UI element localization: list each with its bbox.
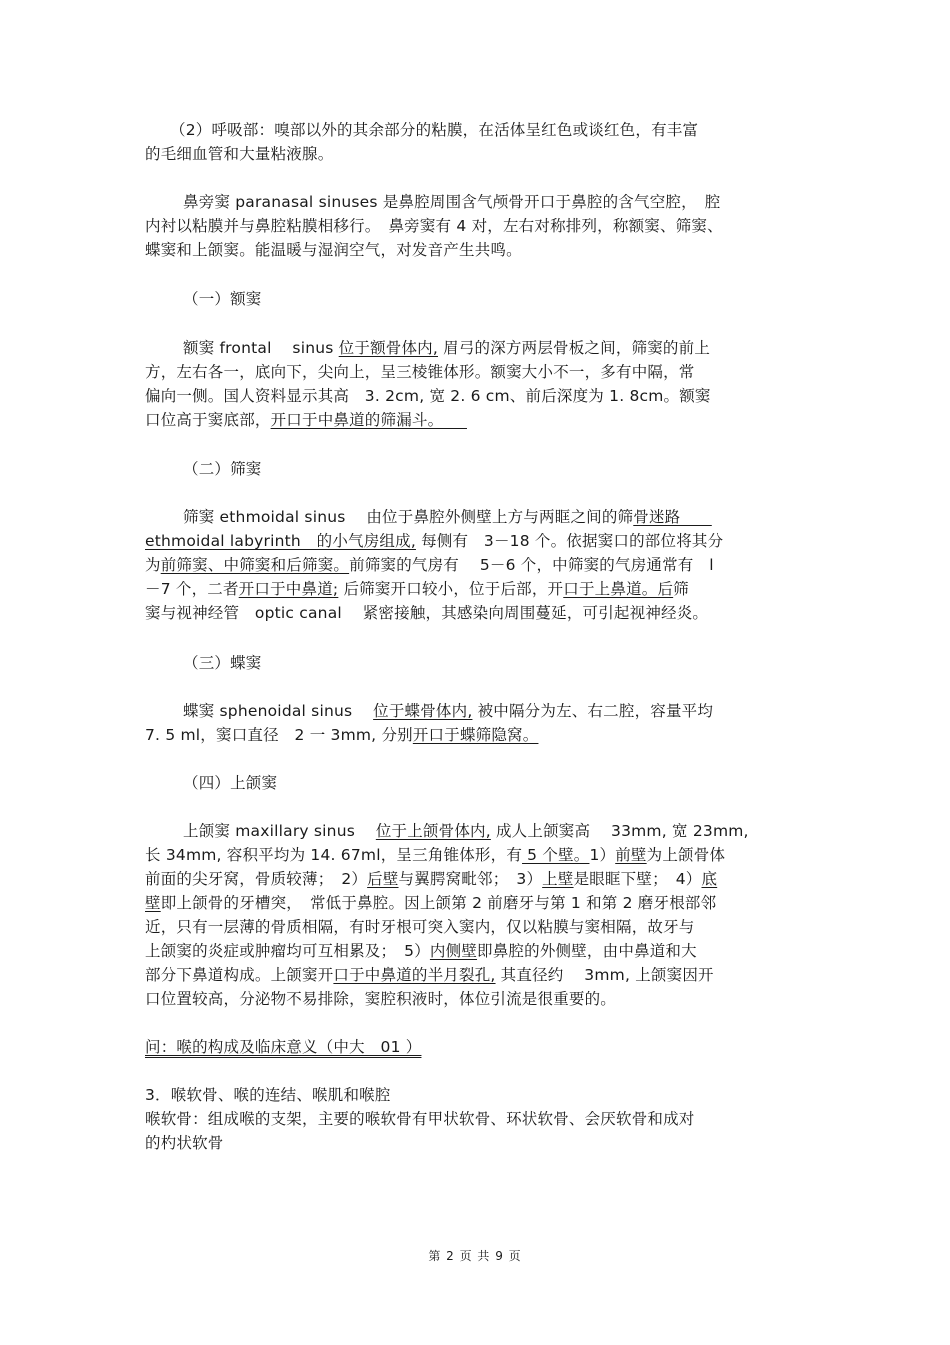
underlined-text: 内侧壁 [429,942,478,960]
page-footer: 第 2 页 共 9 页 [428,1249,522,1263]
text: 鼻旁窦 paranasal sinuses 是鼻腔周围含气颅骨开口于鼻腔的含气空腔， 腔 [183,193,721,211]
underlined-text: 上壁 [542,870,574,888]
text: 上颌窦 maxillary sinus [183,822,376,840]
text: 每侧有 3－18 个。依据窦口的部位将其分 [415,532,724,550]
text: 口位高于窦底部， [145,411,271,429]
text: 筛 [673,580,689,598]
text: 额窦 frontal sinus [183,339,339,357]
paragraph-line [183,699,713,723]
paragraph-line [145,601,708,625]
text: （二）筛窦 [183,460,262,478]
paragraph-line [145,1131,224,1155]
paragraph-line [145,723,538,747]
underlined-text: 前壁 [615,846,647,864]
paragraph-line [183,505,712,529]
text: 为 [145,556,161,574]
underlined-text: 问：喉的构成及临床意义（中大 01 ） [145,1038,422,1056]
text: 被中隔分为左、右二腔，容量平均 [472,702,714,720]
text: 口位置较高，分泌物不易排除，窦腔积液时，体位引流是很重要的。 [145,990,617,1008]
text: 的毛细血管和大量粘液腺。 [145,145,334,163]
paragraph-line [183,336,710,360]
underlined-text: 5 个壁。 [522,846,590,864]
section-heading [183,651,262,675]
text: 筛窦 ethmoidal sinus 由位于鼻腔外侧壁上方与两眶之间的筛 [183,508,634,526]
text: 内衬以粘膜并与鼻腔粘膜相移行。 鼻旁窦有 4 对，左右对称排列，称额窦、筛窦、 [145,217,723,235]
paragraph-line [183,819,749,843]
text: 近，只有一层薄的骨质相隔，有时牙根可突入窦内，仅以粘膜与窦相隔，故牙与 [145,918,695,936]
underlined-text: 口于中鼻道的半月裂孔, [333,966,496,984]
text: 7. 5 ml，窦口直径 2 一 3mm, 分别 [145,726,413,744]
text: 前面的尖牙窝，骨质较薄； 2） [145,870,368,888]
text: 偏向一侧。国人资料显示其高 3. 2cm, 宽 2. 6 cm、前后深度为 1. 8cm。额窦 [145,387,711,405]
paragraph-line [145,963,714,987]
underlined-text: 位于额骨体内, [338,339,438,357]
paragraph-line [145,577,689,601]
paragraph-line [145,843,725,867]
text: 后筛窦开口较小，位于后部，开 [338,580,564,598]
underlined-text: 开口于蝶筛隐窝。 [412,726,539,744]
question-line [145,1035,421,1059]
text: 其直径约 3mm, 上颌窦因开 [495,966,714,984]
section-heading [183,287,262,311]
paragraph-line [183,190,720,214]
paragraph-line [145,987,616,1011]
text: 上颌窦的炎症或肿瘤均可互相累及； 5） [145,942,430,960]
underlined-text: ethmoidal labyrinth 的小气房组成, [145,532,416,550]
underlined-text: 开口于中鼻道; [238,580,339,598]
text: （三）蝶窦 [183,654,262,672]
text: 3．喉软骨、喉的连结、喉肌和喉腔 [145,1086,391,1104]
paragraph-line [170,118,698,142]
paragraph-line [145,553,714,577]
paragraph-line [145,939,697,963]
paragraph-line [145,214,723,238]
section-heading [183,771,277,795]
paragraph-line [145,384,711,408]
text: 即上颌骨的牙槽突， 常低于鼻腔。因上颌第 2 前磨牙与第 1 和第 2 磨牙根部邻 [160,894,717,912]
section-heading [183,457,262,481]
paragraph-line [145,1107,695,1131]
text: （四）上颌窦 [183,774,278,792]
underlined-text: 位于上颌骨体内, [375,822,491,840]
text: 成人上颌窦高 33mm, 宽 23mm, [490,822,749,840]
underlined-text: 后壁 [367,870,399,888]
paragraph-line [145,238,522,262]
text: 窦与视神经管 optic canal 紧密接触，其感染向周围蔓延，可引起视神经炎。 [145,604,709,622]
underlined-text: 开口于中鼻道的筛漏斗。 [270,411,467,429]
text: 部分下鼻道构成。上颌窦开 [145,966,334,984]
underlined-text: 位于蝶骨体内, [373,702,473,720]
paragraph-line [145,142,333,166]
underlined-text: 前筛窦、中筛窦和后筛窦。 [160,556,350,574]
paragraph-line [145,891,716,915]
text: 前筛窦的气房有 5－6 个，中筛窦的气房通常有 l [349,556,714,574]
text: 的杓状软骨 [145,1134,224,1152]
underlined-text: 底 [701,870,718,888]
underlined-text: 壁 [145,894,161,912]
text: －7 个，二者 [145,580,239,598]
text: 是眼眶下壁； 4） [573,870,702,888]
text: 眉弓的深方两层骨板之间，筛窦的前上 [438,339,711,357]
text: 蝶窦和上颌窦。能温暖与湿润空气，对发音产生共鸣。 [145,241,522,259]
paragraph-line [145,915,695,939]
underlined-text: 口于上鼻道。后 [563,580,674,598]
text: 长 34mm, 容积平均为 14. 67ml，呈三角锥体形，有 [145,846,523,864]
text: 与翼腭窝毗邻； 3） [398,870,543,888]
text: 即鼻腔的外侧壁，由中鼻道和大 [477,942,697,960]
text: 1） [589,846,616,864]
paragraph-line [145,360,695,384]
text: 蝶窦 sphenoidal sinus [183,702,374,720]
text: （2）呼吸部：嗅部以外的其余部分的粘膜，在活体呈红色或谈红色，有丰富 [170,121,699,139]
paragraph-line [145,1083,391,1107]
text: （一）额窦 [183,290,262,308]
text: 喉软骨：组成喉的支架，主要的喉软骨有甲状软骨、环状软骨、会厌软骨和成对 [145,1110,695,1128]
paragraph-line [145,867,717,891]
paragraph-line [145,529,723,553]
paragraph-line [145,408,467,432]
underlined-text: 骨迷路 [633,508,712,526]
text: 方，左右各一，底向下，尖向上，呈三棱锥体形。额窦大小不一，多有中隔，常 [145,363,695,381]
text: 为上颌骨体 [646,846,726,864]
